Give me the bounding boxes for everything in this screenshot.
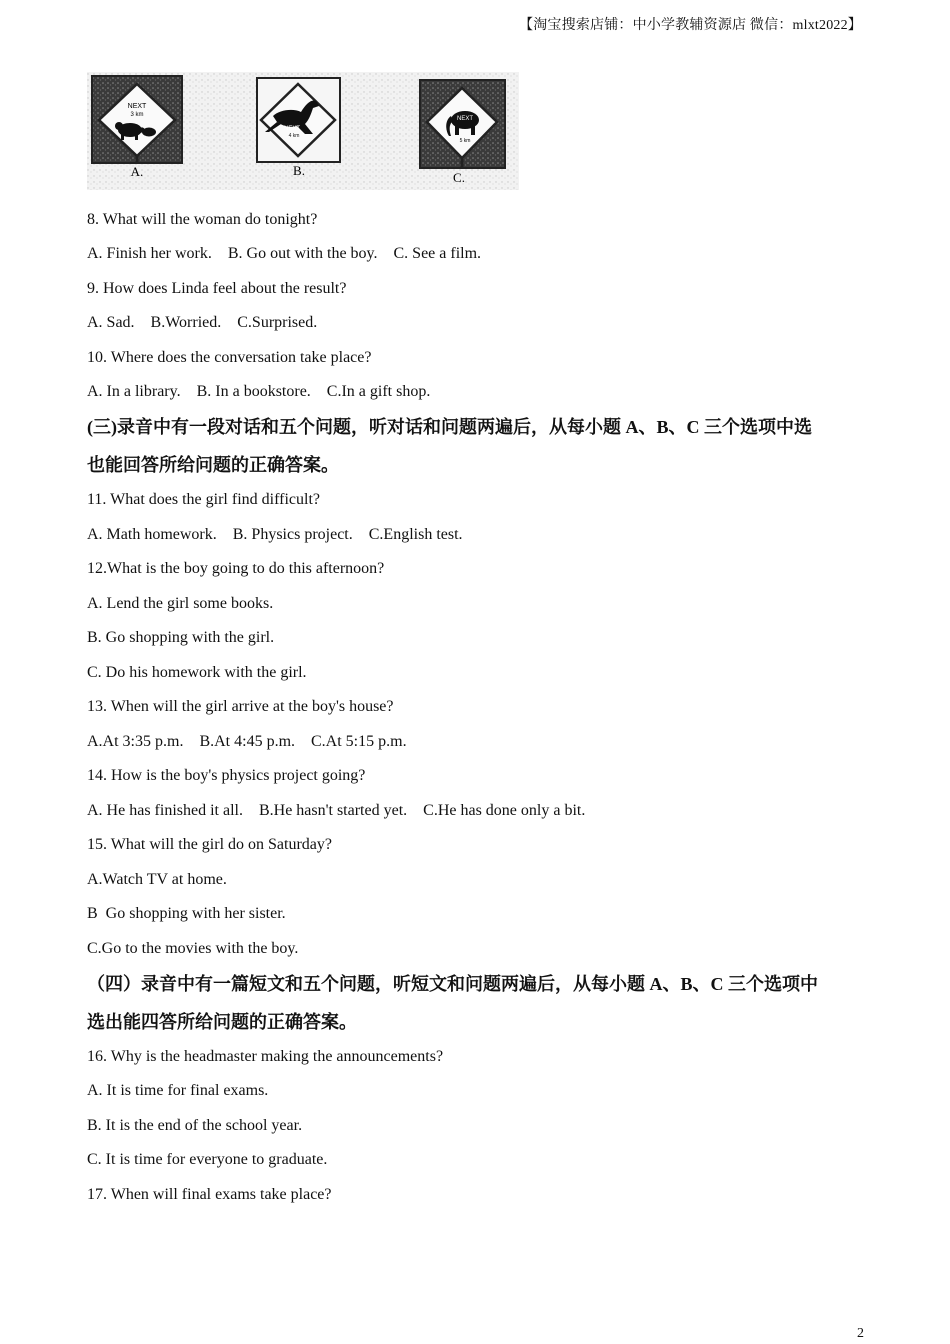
- options-10: A. In a library. B. In a bookstore. C.In a gift shop.: [87, 383, 431, 400]
- option-12a: A. Lend the girl some books.: [87, 595, 274, 612]
- option-15b: B Go shopping with her sister.: [87, 905, 286, 922]
- page-header: 【淘宝搜索店铺：中小学教辅资源店 微信：mlxt2022】: [519, 18, 862, 33]
- sign-c-distance-text: 5 km: [459, 138, 471, 144]
- option-12b: B. Go shopping with the girl.: [87, 629, 275, 646]
- option-16c: C. It is time for everyone to graduate.: [87, 1151, 328, 1168]
- question-16: 16. Why is the headmaster making the announcements?: [87, 1048, 444, 1065]
- option-15a: A.Watch TV at home.: [87, 871, 227, 888]
- question-15: 15. What will the girl do on Saturday?: [87, 836, 332, 853]
- sign-b-next-text: NEXT: [283, 126, 301, 132]
- sign-a-label: A.: [130, 164, 144, 179]
- options-13: A.At 3:35 p.m. B.At 4:45 p.m. C.At 5:15 p.m.: [87, 733, 407, 750]
- question-11: 11. What does the girl find difficult?: [87, 491, 320, 508]
- section-4-instruction-line1: （四）录音中有一篇短文和五个问题，听短文和问题两遍后，从每小题 A、B、C 三个选项中: [87, 974, 818, 994]
- sign-c-label: C.: [453, 170, 465, 185]
- question-8: 8. What will the woman do tonight?: [87, 211, 318, 228]
- option-12c: C. Do his homework with the girl.: [87, 664, 307, 681]
- option-15c: C.Go to the movies with the boy.: [87, 940, 299, 957]
- options-8: A. Finish her work. B. Go out with the boy. C. See a film.: [87, 245, 482, 262]
- question-14: 14. How is the boy's physics project going?: [87, 767, 366, 784]
- option-16b: B. It is the end of the school year.: [87, 1117, 303, 1134]
- sign-a-distance-text: 3 km: [130, 112, 144, 118]
- question-9: 9. How does Linda feel about the result?: [87, 280, 347, 297]
- options-14: A. He has finished it all. B.He hasn't started yet. C.He has done only a bit.: [87, 802, 586, 819]
- options-9: A. Sad. B.Worried. C.Surprised.: [87, 314, 318, 331]
- question-13: 13. When will the girl arrive at the boy's house?: [87, 698, 394, 715]
- section-3-instruction-line1: (三)录音中有一段对话和五个问题，听对话和问题两遍后，从每小题 A、B、C 三个选项中选: [87, 417, 812, 437]
- sign-b: [257, 78, 340, 178]
- sign-b-distance-text: 4 km: [288, 133, 300, 139]
- page-number: 2: [857, 1326, 864, 1341]
- option-16a: A. It is time for final exams.: [87, 1082, 269, 1099]
- road-signs-figure: [87, 72, 519, 190]
- sign-b-label: B.: [293, 163, 305, 178]
- options-11: A. Math homework. B. Physics project. C.English test.: [87, 526, 463, 543]
- section-4-instruction-line2: 选出能四答所给问题的正确答案。: [87, 1012, 357, 1032]
- sign-c-next-text: NEXT: [456, 116, 474, 122]
- question-12: 12.What is the boy going to do this afternoon?: [87, 560, 385, 577]
- section-3-instruction-line2: 也能回答所给问题的正确答案。: [87, 455, 339, 475]
- sign-a: [92, 76, 182, 179]
- question-10: 10. Where does the conversation take place?: [87, 349, 372, 366]
- sign-a-next-text: NEXT: [127, 103, 147, 110]
- question-17: 17. When will final exams take place?: [87, 1186, 332, 1203]
